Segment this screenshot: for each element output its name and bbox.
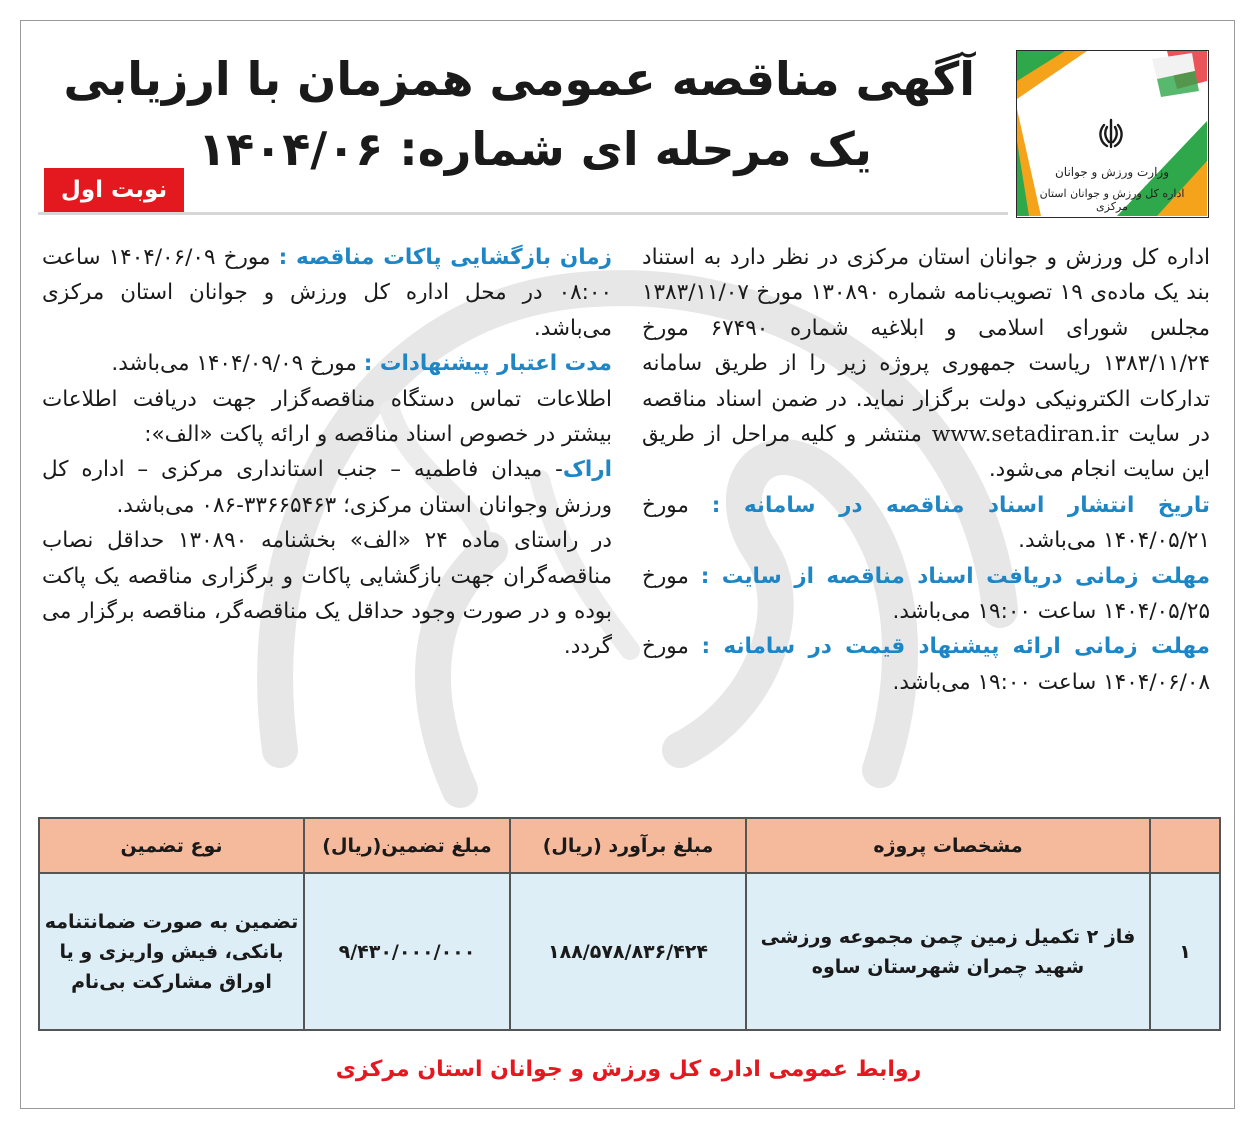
submit-deadline-label: مهلت زمانی ارائه پیشنهاد قیمت در سامانه : <box>701 634 1210 660</box>
offer-validity <box>42 346 612 381</box>
project-table <box>38 817 1221 1031</box>
logo-ministry-text: وزارت ورزش و جوانان <box>1054 165 1170 179</box>
ministry-logo <box>1016 50 1209 218</box>
opening-time <box>42 240 612 346</box>
title-divider <box>38 212 1008 215</box>
receive-deadline-text: مورخ ۱۴۰۴/۰۵/۲۵ ساعت ۱۹:۰۰ می‌باشد. <box>642 563 1210 625</box>
quorum-paragraph: در راستای ماده ۲۴ «الف» بخشنامه ۱۳۰۸۹۰ حداقل نصاب مناقصه‌گران جهت بازگشایی پاکات و برگزاری مناقصه یک پاکت بوده و در صورت وجود حداقل یک مناقصه‌گر، مناقصه برگزار می گردد. <box>42 528 613 660</box>
cell-guarantee-type: تضمین به صورت ضمانتنامه بانکی، فیش واریزی و یا اوراق مشارکت بی‌نام <box>39 873 304 1030</box>
header-row-number <box>1150 818 1220 873</box>
notice-left-column <box>42 240 612 665</box>
notice-right-column <box>642 240 1210 700</box>
receive-deadline-label: مهلت زمانی دریافت اسناد مناقصه از سایت : <box>700 563 1211 589</box>
round-badge: نوبت اول <box>44 168 184 212</box>
cell-estimated-amount: ۱۸۸/۵۷۸/۸۳۶/۴۲۴ <box>510 873 746 1030</box>
page-title-line2: یک مرحله ای شماره: ۱۴۰۴/۰۶ <box>198 122 872 176</box>
intro-text: اداره کل ورزش و جوانان استان مرکزی در نظر دارد به استناد بند یک ماده‌ی ۱۹ تصویب‌نامه شماره ۱۳۰۸۹۰ مورخ ۱۳۸۳/۱۱/۰۷ مجلس شورای اسلامی و ابلاغیه شماره ۶۷۴۹۰ مورخ ۱۳۸۳/۱۱/۲۴ ریاست جمهوری پروژه زیر را از طریق سامانه تدارکات الکترونیکی دولت برگزار نماید. در ضمن اسناد مناقصه در سایت <box>642 245 1211 448</box>
city-label: اراک <box>562 457 612 483</box>
header-guarantee-type: نوع تضمین <box>39 818 304 873</box>
address-text: - میدان فاطمیه – جنب استانداری مرکزی – اداره کل ورزش وجوانان استان مرکزی؛ ۳۳۶۶۵۴۶۳-۰۸۶ می‌باشد. <box>42 457 612 518</box>
intro-paragraph <box>642 240 1210 488</box>
contact-info: اطلاعات تماس دستگاه مناقصه‌گزار جهت دریافت اطلاعات بیشتر در خصوص اسناد مناقصه و ارائه پاکت «الف»: <box>42 386 612 448</box>
submit-deadline-text: مورخ ۱۴۰۴/۰۶/۰۸ ساعت ۱۹:۰۰ می‌باشد. <box>642 634 1210 695</box>
table-row <box>39 873 1220 1030</box>
publication-date <box>642 488 1210 559</box>
publication-date-label: تاریخ انتشار اسناد مناقصه در سامانه : <box>711 492 1210 518</box>
header-estimated-amount: مبلغ برآورد (ریال) <box>510 818 746 873</box>
setadiran-link[interactable]: www.setadiran.ir <box>931 422 1119 448</box>
cell-guarantee-amount: ۹/۴۳۰/۰۰۰/۰۰۰ <box>304 873 510 1030</box>
logo-office-text: اداره کل ورزش و جوانان استان مرکزی <box>1039 187 1185 213</box>
iran-emblem-icon <box>1095 117 1127 151</box>
cell-project-spec: فاز ۲ تکمیل زمین چمن مجموعه ورزشی شهید چمران شهرستان ساوه <box>746 873 1150 1030</box>
page-title-line1: آگهی مناقصه عمومی همزمان با ارزیابی <box>63 52 975 106</box>
publication-date-text: مورخ ۱۴۰۴/۰۵/۲۱ می‌باشد. <box>642 492 1210 554</box>
intro-end-text: منتشر و کلیه مراحل از طریق این سایت انجام می‌شود. <box>642 422 1210 483</box>
receive-deadline <box>642 559 1210 630</box>
header-project-spec: مشخصات پروژه <box>746 818 1150 873</box>
opening-time-label: زمان بازگشایی پاکات مناقصه : <box>278 245 612 270</box>
table-header-row <box>39 818 1220 873</box>
offer-validity-text: مورخ ۱۴۰۴/۰۹/۰۹ می‌باشد. <box>111 351 357 377</box>
header-guarantee-amount: مبلغ تضمین(ریال) <box>304 818 510 873</box>
offer-validity-label: مدت اعتبار پیشنهادات : <box>363 351 612 377</box>
cell-row-number: ۱ <box>1150 873 1220 1030</box>
footer-signature: روابط عمومی اداره کل ورزش و جوانان استان مرکزی <box>335 1057 922 1082</box>
submit-deadline <box>642 629 1210 700</box>
opening-time-text: مورخ ۱۴۰۴/۰۶/۰۹ ساعت ۰۸:۰۰ در محل اداره کل ورزش و جوانان استان مرکزی می‌باشد. <box>42 245 612 341</box>
address <box>42 452 612 523</box>
